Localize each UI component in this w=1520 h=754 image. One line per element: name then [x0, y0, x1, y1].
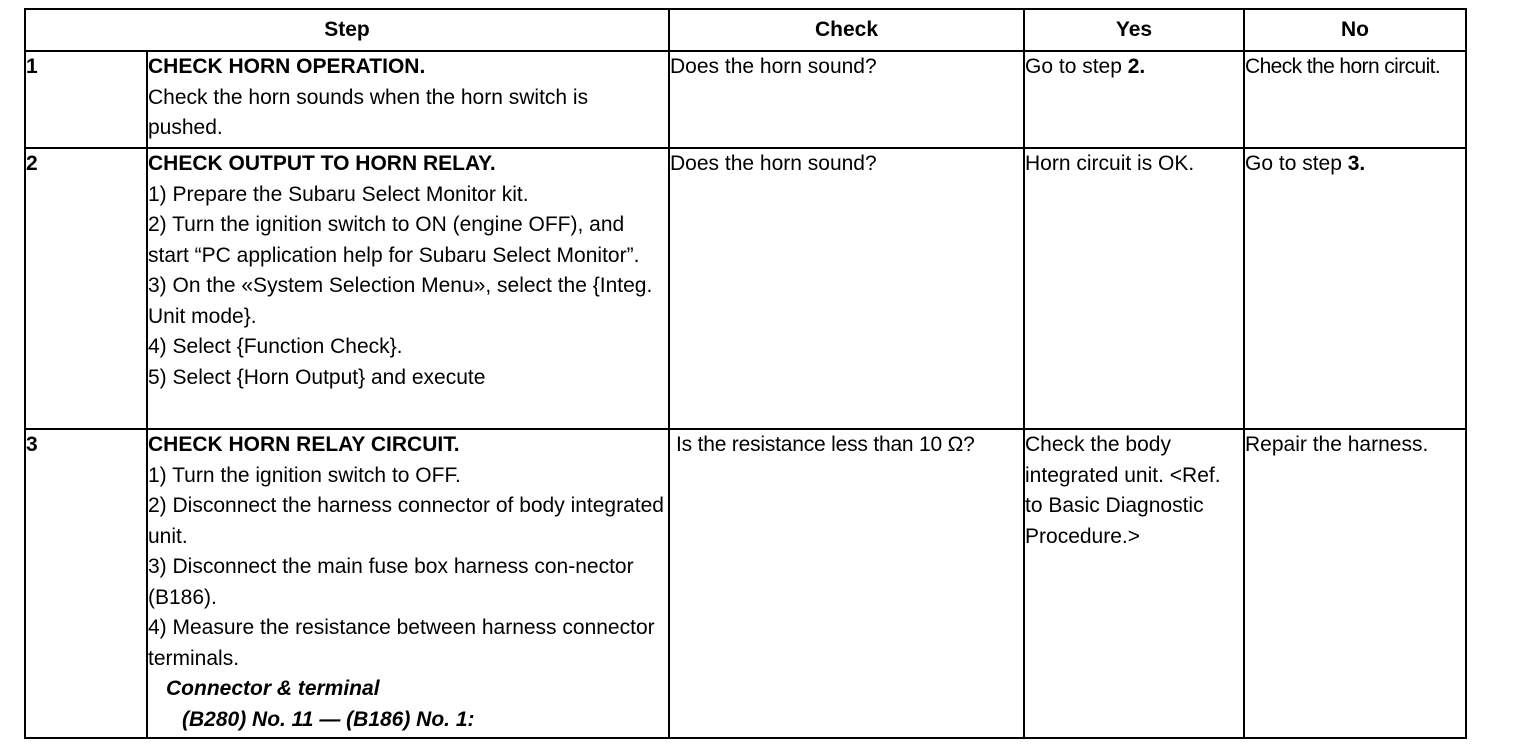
step-item: 2) Turn the ignition switch to ON (engine OFF), and start “PC application help for Subaru Select Monitor”. [148, 213, 640, 267]
no-step-ref: 3. [1347, 152, 1366, 175]
step-title: CHECK OUTPUT TO HORN RELAY. [148, 152, 496, 175]
header-yes: Yes [1024, 9, 1244, 51]
table-row [25, 148, 1466, 429]
step-item: 4) Measure the resistance between harness connector terminals. [148, 616, 655, 670]
connector-value: (B280) No. 11 — (B186) No. 1: [182, 707, 475, 731]
yes-text: Go to step [1025, 55, 1128, 78]
yes-cell [1024, 51, 1244, 148]
step-content [147, 148, 669, 429]
yes-cell: Horn circuit is OK. [1024, 148, 1244, 429]
diagnostic-table [24, 8, 1467, 739]
check-cell: Does the horn sound? [669, 51, 1024, 148]
step-item: 1) Prepare the Subaru Select Monitor kit. [148, 182, 529, 206]
step-item: 4) Select {Function Check}. [148, 335, 403, 358]
yes-step-ref: 2. [1127, 55, 1146, 78]
step-title: CHECK HORN OPERATION. [148, 55, 426, 78]
header-no: No [1244, 9, 1466, 51]
step-item: 2) Disconnect the harness connector of body integrated unit. [148, 494, 664, 548]
check-cell: Is the resistance less than 10 Ω? [669, 429, 1024, 738]
connector-label: Connector & terminal [166, 677, 380, 700]
yes-cell: Check the body integrated unit. <Ref. to Basic Diagnostic Procedure.> [1024, 429, 1244, 738]
no-text: Go to step [1245, 152, 1348, 175]
step-item: 1) Turn the ignition switch to OFF. [148, 463, 461, 487]
step-number: 1 [25, 51, 147, 148]
step-item: 3) Disconnect the main fuse box harness con-nector (B186). [148, 555, 634, 609]
step-number: 3 [25, 429, 147, 738]
header-row [25, 9, 1466, 51]
step-title: CHECK HORN RELAY CIRCUIT. [148, 433, 460, 456]
header-check: Check [669, 9, 1024, 51]
header-step: Step [25, 9, 669, 51]
check-cell: Does the horn sound? [669, 148, 1024, 429]
no-cell: Repair the harness. [1244, 429, 1466, 738]
step-content [147, 51, 669, 148]
table-row [25, 51, 1466, 148]
step-instruction: Check the horn sounds when the horn switch is pushed. [148, 85, 589, 139]
step-content [147, 429, 669, 738]
no-cell: Check the horn circuit. [1244, 51, 1466, 148]
table-row [25, 429, 1466, 738]
step-item: 3) On the «System Selection Menu», select the {Integ. Unit mode}. [148, 274, 653, 328]
no-cell [1244, 148, 1466, 429]
step-item: 5) Select {Horn Output} and execute [148, 365, 486, 389]
step-number: 2 [25, 148, 147, 429]
